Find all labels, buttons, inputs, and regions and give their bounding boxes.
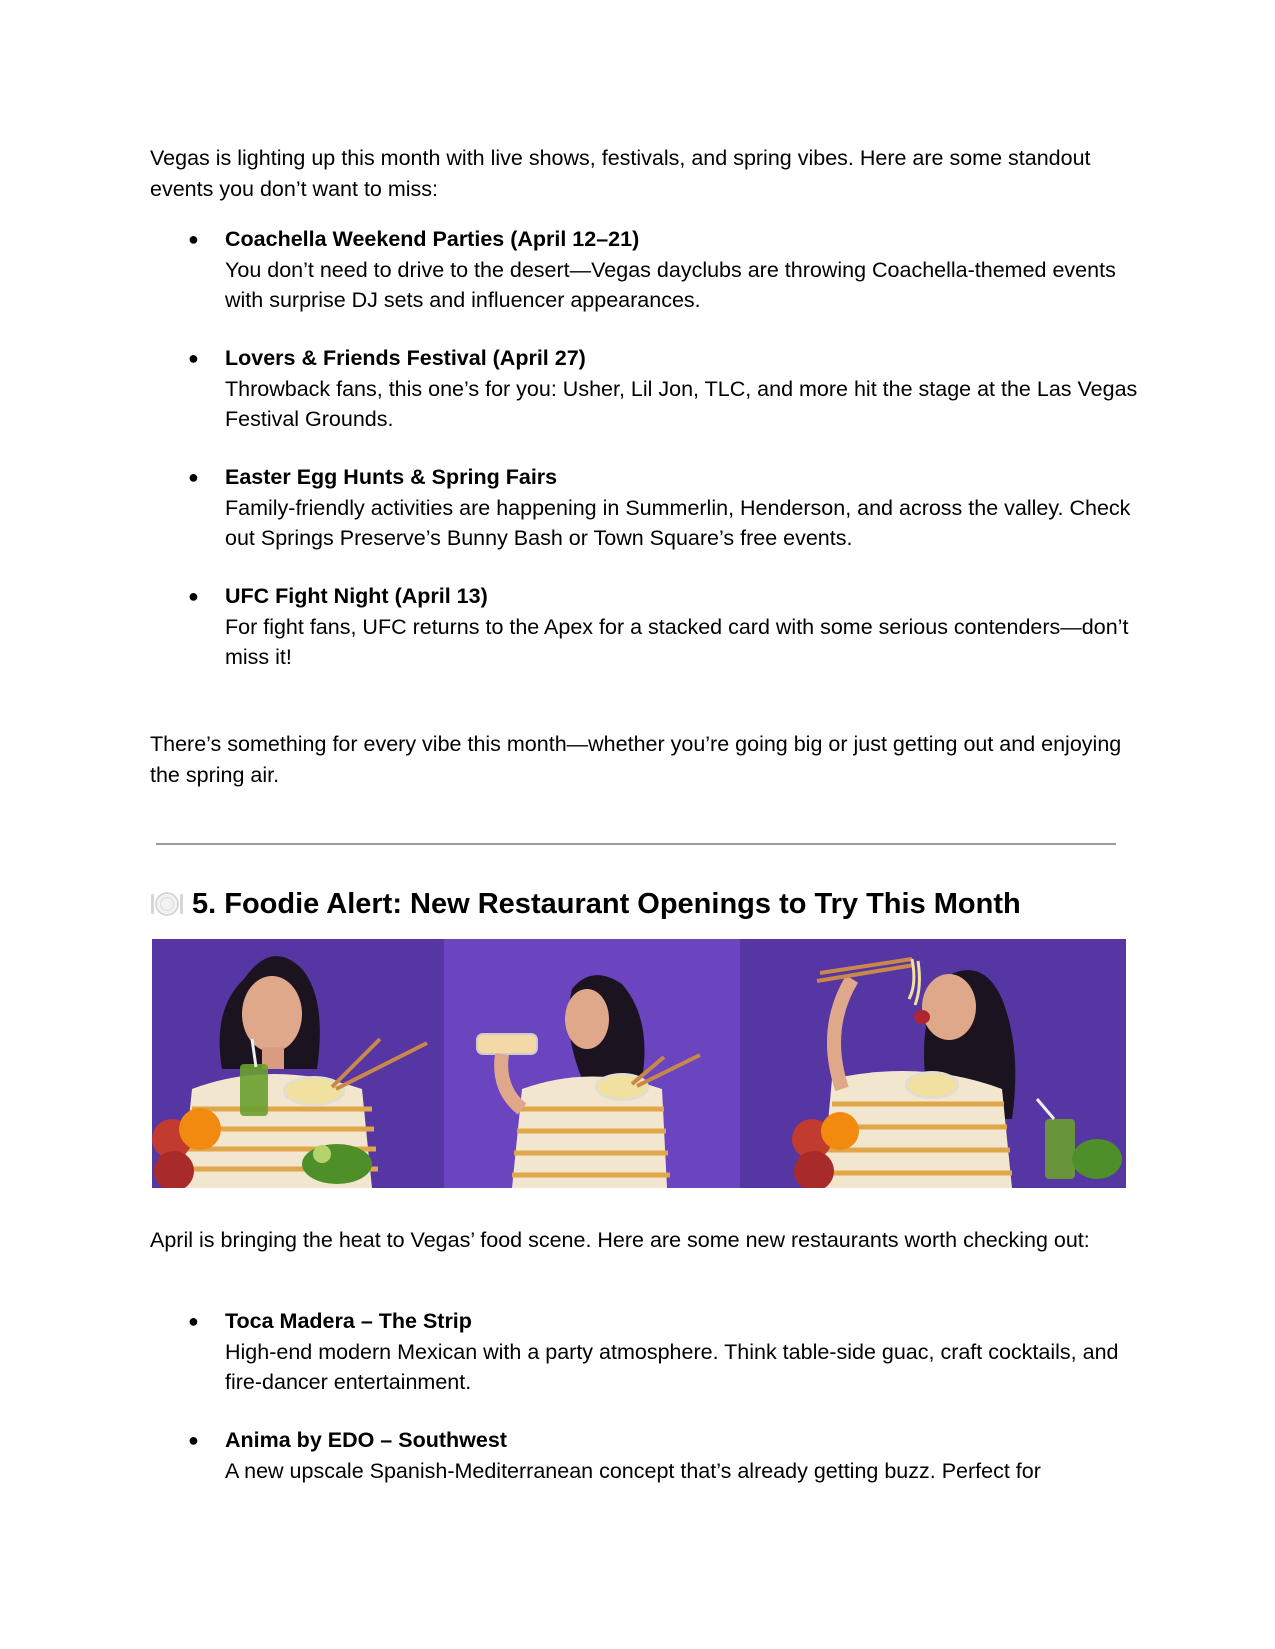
restaurant-title: Anima by EDO – Southwest <box>225 1428 507 1452</box>
event-description: Family-friendly activities are happening in Summerlin, Henderson, and across the valley. Check out Springs Preserve’s Bunny Bash or Town Square’s free events. <box>225 495 1131 550</box>
restaurant-description: A new upscale Spanish-Mediterranean concept that’s already getting buzz. Perfect for <box>225 1458 1041 1483</box>
section-heading <box>150 886 1021 926</box>
bullet-dot: ● <box>188 1311 199 1331</box>
section-heading-text: 5. Foodie Alert: New Restaurant Openings to Try This Month <box>192 888 1021 920</box>
event-title: Easter Egg Hunts & Spring Fairs <box>225 465 558 489</box>
event-description: For fight fans, UFC returns to the Apex for a stacked card with some serious contenders—don’t miss it! <box>225 614 1129 669</box>
event-title: Lovers & Friends Festival (April 27) <box>225 346 586 370</box>
events-outro-paragraph: There’s something for every vibe this month—whether you’re going big or just getting out and enjoying the spring air. <box>150 732 1122 787</box>
restaurant-description: High-end modern Mexican with a party atmosphere. Think table-side guac, craft cocktails, and fire-dancer entertainment. <box>225 1339 1119 1394</box>
event-title: UFC Fight Night (April 13) <box>225 584 488 608</box>
bullet-dot: ● <box>188 1430 199 1450</box>
food-intro-paragraph: April is bringing the heat to Vegas’ food scene. Here are some new restaurants worth checking out: <box>150 1228 1090 1252</box>
horizontal-divider <box>156 843 1116 845</box>
events-intro-paragraph: Vegas is lighting up this month with live shows, festivals, and spring vibes. Here are some standout events you don’t want to miss: <box>150 146 1091 201</box>
restaurant-title: Toca Madera – The Strip <box>225 1309 472 1333</box>
bullet-dot: ● <box>188 229 199 249</box>
event-title: Coachella Weekend Parties (April 12–21) <box>225 227 640 251</box>
bullet-dot: ● <box>188 348 199 368</box>
bullet-dot: ● <box>188 586 199 606</box>
event-description: You don’t need to drive to the desert—Vegas dayclubs are throwing Coachella-themed events with surprise DJ sets and influencer appearances. <box>225 257 1116 312</box>
event-description: Throwback fans, this one’s for you: Usher, Lil Jon, TLC, and more hit the stage at the Las Vegas Festival Grounds. <box>225 376 1138 431</box>
food-photo-collage <box>152 939 1126 1188</box>
plate-icon <box>150 890 184 926</box>
bullet-dot: ● <box>188 467 199 487</box>
